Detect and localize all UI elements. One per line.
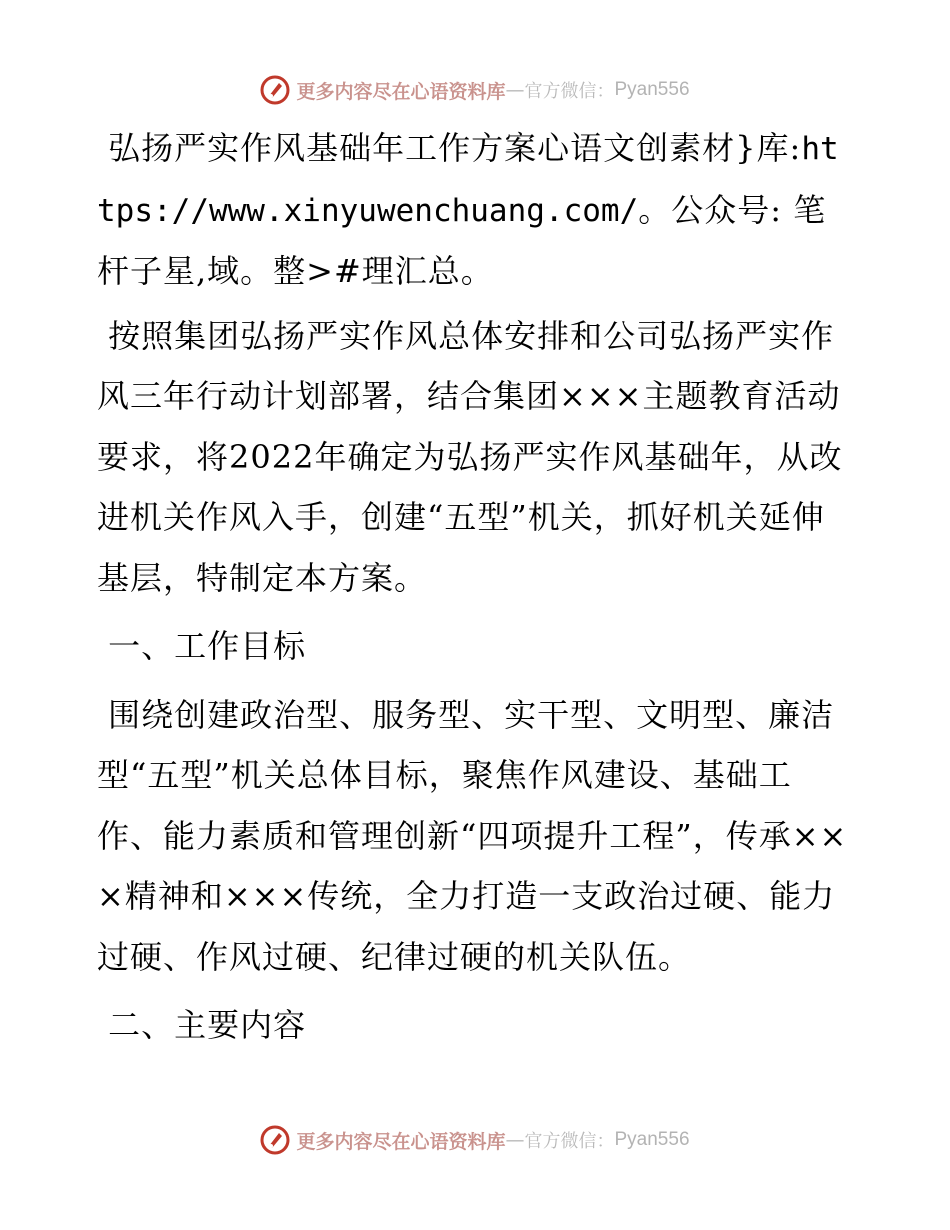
banner-separator: — bbox=[505, 1129, 525, 1151]
document-body bbox=[97, 118, 857, 1056]
banner-wechat-id: Pyan556 bbox=[614, 79, 690, 100]
goal-paragraph: 围绕创建政治型、服务型、实干型、文明型、廉洁型“五型”机关总体目标，聚焦作风建设、基础工作、能力素质和管理创新“四项提升工程”，传承×××精神和×××传统，全力打造一支政治过硬、能力过硬、作风过硬、纪律过硬的机关队伍。 bbox=[97, 695, 848, 976]
header-watermark-banner bbox=[0, 70, 950, 110]
intro-paragraph bbox=[97, 118, 857, 302]
intro-text-after-url: 。公众号: 笔杆子星,域。整>#理汇总。 bbox=[97, 190, 827, 290]
background-paragraph: 按照集团弘扬严实作风总体安排和公司弘扬严实作风三年行动计划部署，结合集团×××主题教育活动要求，将2022年确定为弘扬严实作风基础年，从改进机关作风入手，创建“五型”机关，抓好机关延伸基层，特制定本方案。 bbox=[97, 316, 843, 597]
section-heading-content: 二、主要内容 bbox=[97, 1006, 307, 1044]
footer-watermark-banner bbox=[0, 1120, 950, 1160]
banner-separator: — bbox=[505, 79, 525, 101]
pen-nib-logo-icon bbox=[260, 1125, 290, 1155]
intro-text-before-url: 弘扬严实作风基础年工作方案心语文创素材}库: bbox=[97, 129, 802, 167]
banner-site-text: 更多内容尽在心语资料库 bbox=[296, 1130, 506, 1153]
banner-site-text: 更多内容尽在心语资料库 bbox=[296, 80, 506, 103]
banner-wechat-id: Pyan556 bbox=[614, 1129, 690, 1150]
banner-wechat-label: 官方微信： bbox=[524, 1131, 615, 1152]
section-heading-goal: 一、工作目标 bbox=[97, 627, 307, 665]
banner-wechat-label: 官方微信： bbox=[524, 81, 615, 102]
pen-nib-logo-icon bbox=[260, 75, 290, 105]
intro-url: https://www.xinyuwenchuang.com/ bbox=[97, 131, 839, 229]
